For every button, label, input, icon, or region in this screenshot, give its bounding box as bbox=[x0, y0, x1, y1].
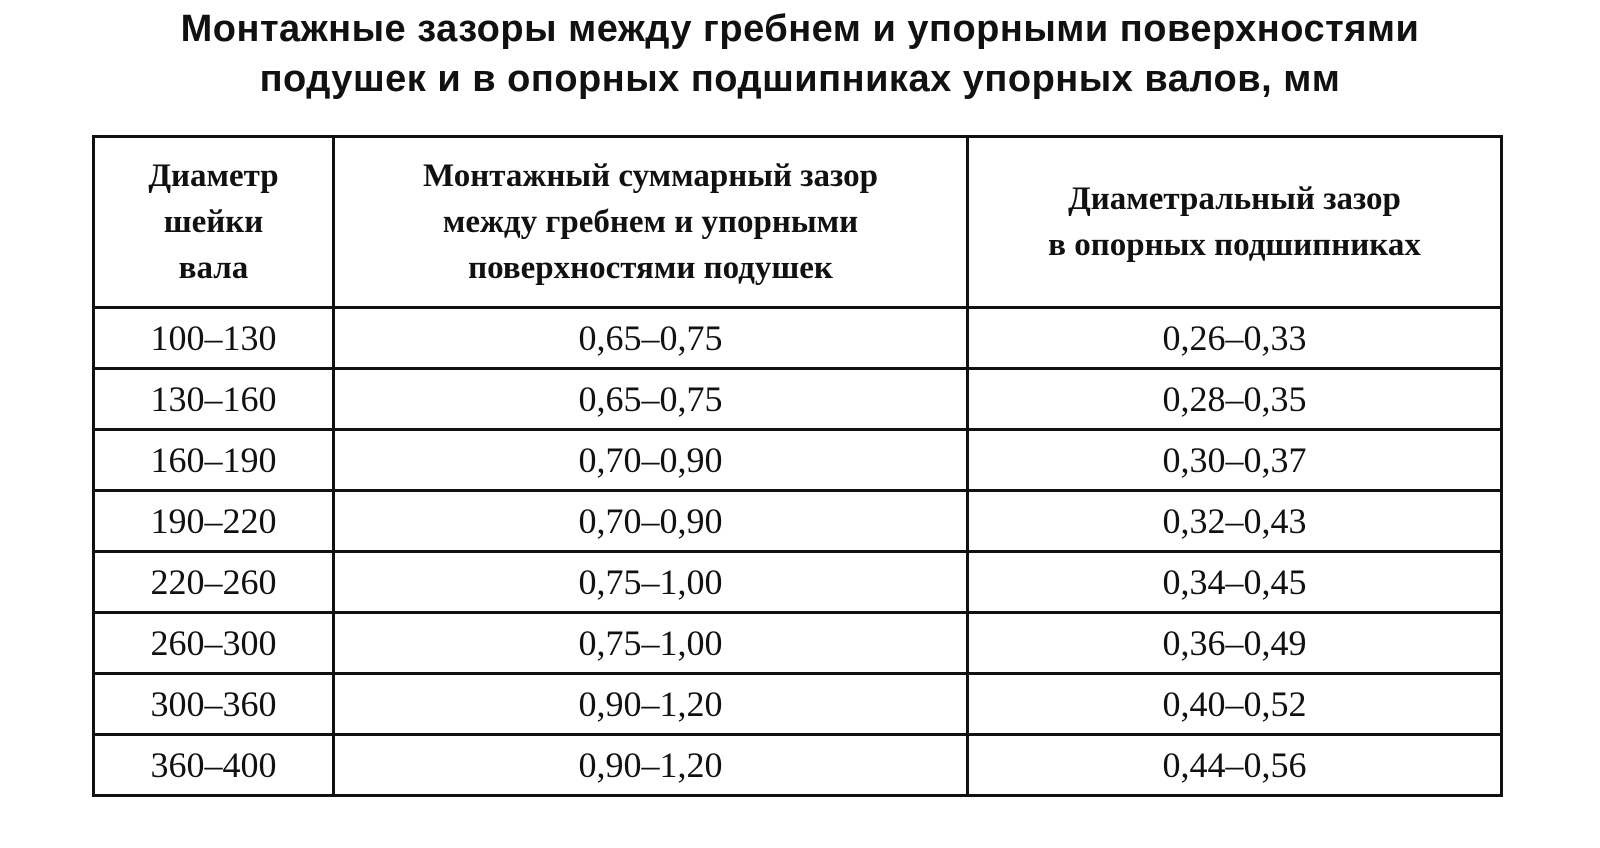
header-line: шейки bbox=[163, 204, 264, 240]
header-total-clearance bbox=[334, 137, 968, 308]
cell-total-clearance: 0,70–0,90 bbox=[334, 430, 968, 491]
cell-shaft-diameter: 160–190 bbox=[94, 430, 334, 491]
cell-diametral-clearance: 0,28–0,35 bbox=[968, 369, 1502, 430]
page-title bbox=[0, 4, 1600, 104]
header-line: вала bbox=[178, 250, 249, 286]
cell-total-clearance: 0,70–0,90 bbox=[334, 491, 968, 552]
table-row bbox=[94, 430, 1502, 491]
cell-total-clearance: 0,65–0,75 bbox=[334, 369, 968, 430]
cell-diametral-clearance: 0,36–0,49 bbox=[968, 613, 1502, 674]
title-line-1: Монтажные зазоры между гребнем и упорными поверхностями bbox=[180, 8, 1420, 50]
header-line: в опорных подшипниках bbox=[1048, 227, 1421, 263]
cell-total-clearance: 0,90–1,20 bbox=[334, 674, 968, 735]
cell-shaft-diameter: 360–400 bbox=[94, 735, 334, 796]
cell-diametral-clearance: 0,40–0,52 bbox=[968, 674, 1502, 735]
table-row bbox=[94, 674, 1502, 735]
cell-shaft-diameter: 220–260 bbox=[94, 552, 334, 613]
header-diametral-clearance bbox=[968, 137, 1502, 308]
table-row bbox=[94, 735, 1502, 796]
cell-diametral-clearance: 0,44–0,56 bbox=[968, 735, 1502, 796]
cell-diametral-clearance: 0,26–0,33 bbox=[968, 308, 1502, 369]
header-line: Диаметральный зазор bbox=[1068, 181, 1401, 217]
cell-total-clearance: 0,65–0,75 bbox=[334, 308, 968, 369]
cell-shaft-diameter: 130–160 bbox=[94, 369, 334, 430]
header-line: между гребнем и упорными bbox=[442, 204, 859, 240]
cell-shaft-diameter: 300–360 bbox=[94, 674, 334, 735]
cell-total-clearance: 0,90–1,20 bbox=[334, 735, 968, 796]
header-line: Монтажный суммарный зазор bbox=[423, 158, 878, 194]
header-shaft-diameter bbox=[94, 137, 334, 308]
table-row bbox=[94, 308, 1502, 369]
table-row bbox=[94, 369, 1502, 430]
cell-total-clearance: 0,75–1,00 bbox=[334, 613, 968, 674]
table-row bbox=[94, 491, 1502, 552]
cell-shaft-diameter: 190–220 bbox=[94, 491, 334, 552]
cell-diametral-clearance: 0,34–0,45 bbox=[968, 552, 1502, 613]
cell-diametral-clearance: 0,30–0,37 bbox=[968, 430, 1502, 491]
header-line: Диаметр bbox=[148, 158, 279, 194]
table-row bbox=[94, 613, 1502, 674]
header-line: поверхностями подушек bbox=[468, 250, 833, 286]
cell-diametral-clearance: 0,32–0,43 bbox=[968, 491, 1502, 552]
table-header-row bbox=[94, 137, 1502, 308]
cell-shaft-diameter: 260–300 bbox=[94, 613, 334, 674]
clearance-table bbox=[92, 135, 1503, 797]
title-line-2: подушек и в опорных подшипниках упорных валов, мм bbox=[259, 58, 1341, 100]
cell-total-clearance: 0,75–1,00 bbox=[334, 552, 968, 613]
table-row bbox=[94, 552, 1502, 613]
cell-shaft-diameter: 100–130 bbox=[94, 308, 334, 369]
